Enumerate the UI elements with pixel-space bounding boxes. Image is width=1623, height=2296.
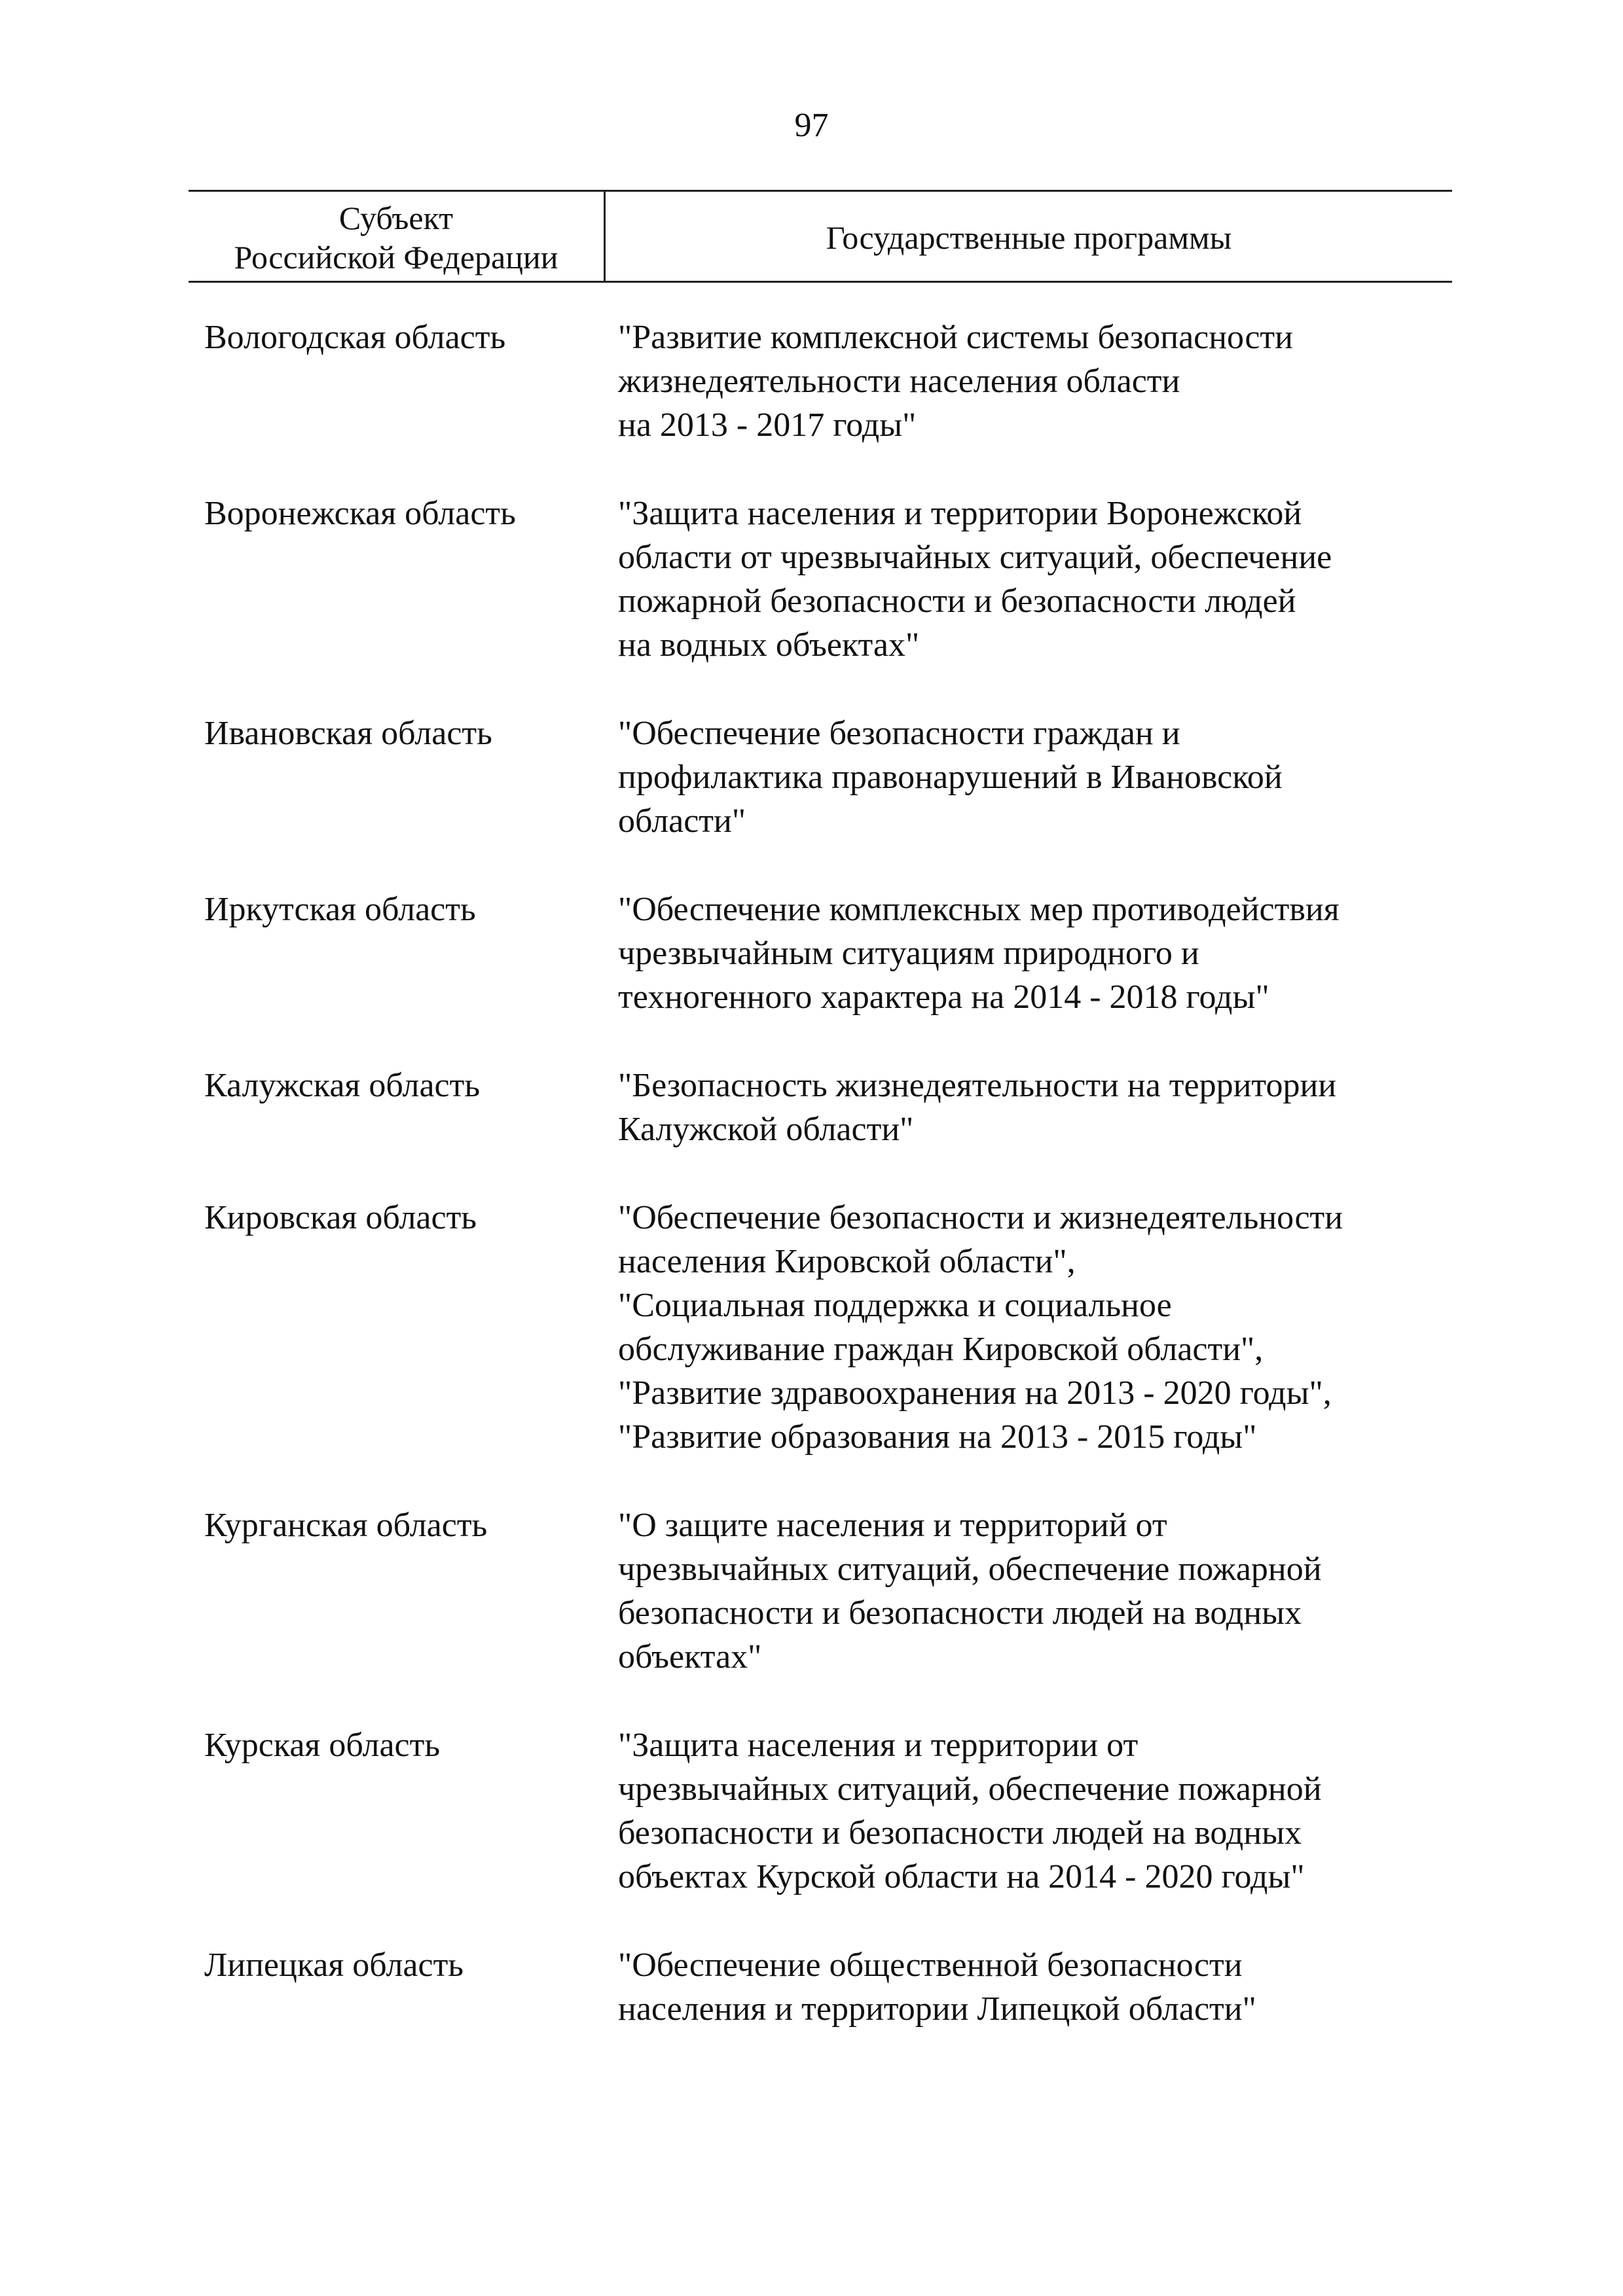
program-text-line: чрезвычайным ситуациям природного и [618, 935, 1199, 972]
program-list [618, 1064, 1461, 1151]
table-row [204, 1196, 1461, 1459]
program-list [618, 492, 1461, 667]
table-body [204, 315, 1461, 2075]
header-subject-column [189, 198, 604, 277]
program-list [618, 888, 1461, 1019]
program-text-line: пожарной безопасности и безопасности людей [618, 583, 1296, 620]
region-name: Курская область [204, 1727, 441, 1764]
program-text-line: "Развитие образования на 2013 - 2015 годы" [618, 1418, 1257, 1456]
table-row [204, 888, 1461, 1019]
program-text-line: "Обеспечение общественной безопасности [618, 1946, 1243, 1984]
program-text-line: чрезвычайных ситуаций, обеспечение пожарной [618, 1551, 1322, 1588]
region-name: Иркутская область [204, 891, 476, 928]
table-row [204, 1723, 1461, 1899]
program-text-line: на водных объектах" [618, 626, 920, 664]
program-text-line: области от чрезвычайных ситуаций, обеспечение [618, 539, 1332, 576]
program-text-line: "Защита населения и территории Воронежской [618, 495, 1302, 532]
program-text-line: "Обеспечение безопасности и жизнедеятельности [618, 1199, 1343, 1236]
program-text-line: объектах Курской области на 2014 - 2020 годы" [618, 1858, 1305, 1895]
region-name: Воронежская область [204, 495, 516, 532]
header-programs-column: Государственные программы [826, 219, 1232, 256]
table-row [204, 711, 1461, 843]
program-list [618, 1196, 1461, 1459]
region-name: Кировская область [204, 1199, 477, 1236]
header-subject-line2: Российской Федерации [234, 239, 558, 276]
table-header [189, 190, 1452, 283]
program-text-line: профилактика правонарушений в Ивановской [618, 759, 1283, 796]
table-row [204, 315, 1461, 447]
program-text-line: населения и территории Липецкой области" [618, 1990, 1256, 2028]
region-name: Курганская область [204, 1507, 488, 1544]
header-subject-line1: Субъект [338, 200, 454, 236]
table-row [204, 1064, 1461, 1151]
page-number: 97 [794, 107, 829, 144]
region-name: Вологодская область [204, 319, 506, 356]
program-text-line: "Защита населения и территории от [618, 1727, 1139, 1764]
program-text-line: объектах" [618, 1638, 762, 1676]
program-list [618, 1503, 1461, 1679]
program-text-line: чрезвычайных ситуаций, обеспечение пожарной [618, 1770, 1322, 1808]
program-list [618, 711, 1461, 843]
program-text-line: Калужской области" [618, 1111, 914, 1148]
program-text-line: техногенного характера на 2014 - 2018 годы" [618, 978, 1269, 1016]
program-text-line: "Социальная поддержка и социальное [618, 1287, 1172, 1324]
program-text-line: безопасности и безопасности людей на водных [618, 1814, 1302, 1852]
program-text-line: безопасности и безопасности людей на водных [618, 1594, 1302, 1632]
region-name: Калужская область [204, 1067, 481, 1104]
region-name: Ивановская область [204, 715, 492, 752]
program-text-line: "Обеспечение комплексных мер противодействия [618, 891, 1340, 928]
program-list [618, 315, 1461, 447]
program-text-line: населения Кировской области", [618, 1243, 1076, 1280]
program-list [618, 1943, 1461, 2031]
program-text-line: "Развитие комплексной системы безопасности [618, 319, 1293, 356]
region-name: Липецкая область [204, 1946, 464, 1984]
program-text-line: обслуживание граждан Кировской области", [618, 1331, 1264, 1368]
table-row [204, 1503, 1461, 1679]
table-row [204, 1943, 1461, 2031]
program-text-line: на 2013 - 2017 годы" [618, 406, 917, 444]
table-row [204, 492, 1461, 667]
program-text-line: "Развитие здравоохранения на 2013 - 2020 годы", [618, 1374, 1332, 1412]
program-list [618, 1723, 1461, 1899]
program-text-line: "О защите населения и территорий от [618, 1507, 1167, 1544]
program-text-line: области" [618, 802, 746, 840]
program-text-line: "Обеспечение безопасности граждан и [618, 715, 1180, 752]
program-text-line: жизнедеятельности населения области [618, 363, 1180, 400]
program-text-line: "Безопасность жизнедеятельности на территории [618, 1067, 1337, 1104]
